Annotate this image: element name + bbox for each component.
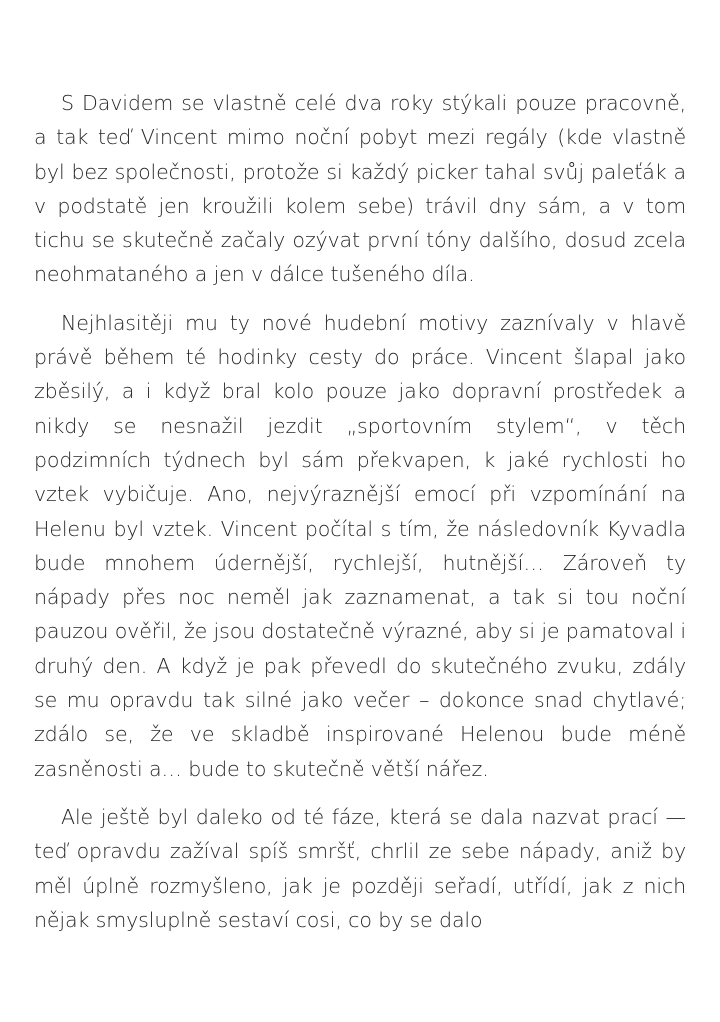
paragraph-2: Nejhlasitěji mu ty nové hudební motivy zaznívaly v hlavě právě během té hodinky cesty do práce. Vincent šlapal jako zběsilý, a i když bral kolo pouze jako dopravní prostředek a nikdy se nesnažil jezdit „sportovním stylem“, v těch podzimních týdnech byl sám překvapen, k jaké rychlosti ho vztek vybičuje. Ano, nejvýraznější emocí při vzpomínání na Helenu byl vztek. Vincent počítal s tím, že následovník Kyvadla bude mnohem údernější, rychlejší, hutnější… Zároveň ty nápady přes noc neměl jak zaznamenat, a tak si tou noční pauzou ověřil, že jsou dostatečně výrazné, aby si je pamatoval i druhý den. A když je pak převedl do skutečného zvuku, zdály se mu opravdu tak silné jako večer – dokonce snad chytlavé; zdálo se, že ve skladbě inspirované Helenou bude méně zasněnosti a… bude to skutečně větší nářez. [34,310,687,781]
book-page-body [34,86,686,937]
paragraph-1: S Davidem se vlastně celé dva roky stýkali pouze pracovně, a tak teď Vincent mimo noční pobyt mezi regály (kde vlastně byl bez společnosti, protože si každý picker tahal svůj paleťák a v podstatě jen kroužili kolem sebe) trávil dny sám, a v tom tichu se skutečně začaly ozývat první tóny dalšího, dosud zcela neohmataného a jen v dálce tušeného díla. [34,91,686,287]
paragraph-3: Ale ještě byl daleko od té fáze, která se dala nazvat prací — teď opravdu zažíval spíš smršť, chrlil ze sebe nápady, aniž by měl úplně rozmyšleno, jak je později seřadí, utřídí, jak z nich nějak smysluplně sestaví cosi, co by se dalo [34,804,686,932]
